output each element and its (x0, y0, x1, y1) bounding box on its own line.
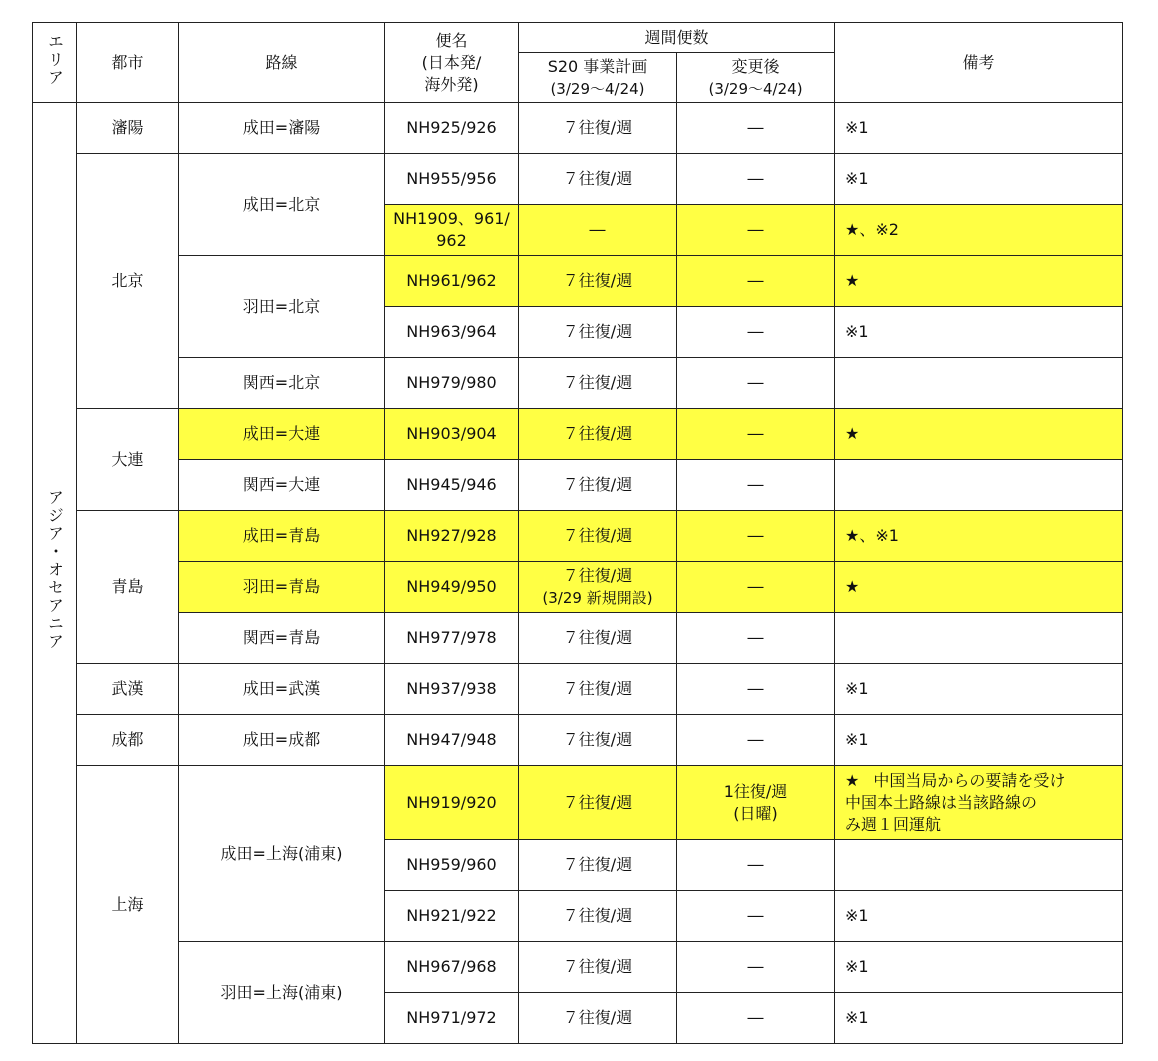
flight-line2: 962 (436, 231, 467, 250)
header-after-line1: 変更後 (731, 56, 780, 76)
table-row (33, 664, 1123, 715)
flight-cell: NH921/922 (385, 891, 519, 942)
header-remarks: 備考 (835, 23, 1123, 103)
after-line1: 1往復/週 (723, 781, 788, 801)
plan-cell: ７往復/週 (519, 511, 677, 562)
note-cell: ★、※2 (835, 205, 1123, 256)
flight-cell: NH927/928 (385, 511, 519, 562)
header-flight-line2: (日本発/ (421, 52, 482, 72)
note-cell (835, 613, 1123, 664)
route-cell: 成田=武漢 (179, 664, 385, 715)
after-cell (677, 766, 835, 840)
flight-cell (385, 205, 519, 256)
note-cell: ★ (835, 562, 1123, 613)
table-row (33, 358, 1123, 409)
note-cell: ※1 (835, 154, 1123, 205)
route-cell: 羽田=北京 (179, 256, 385, 358)
table-row (33, 103, 1123, 154)
plan-cell: ７往復/週 (519, 942, 677, 993)
flight-cell: NH959/960 (385, 840, 519, 891)
note-cell: ※1 (835, 307, 1123, 358)
star-mark: ★ (845, 770, 860, 790)
after-cell: ― (677, 358, 835, 409)
route-cell: 成田=大連 (179, 409, 385, 460)
plan-cell: ７往復/週 (519, 715, 677, 766)
plan-cell: ７往復/週 (519, 664, 677, 715)
plan-cell: ７往復/週 (519, 993, 677, 1044)
city-cell: 大連 (77, 409, 179, 511)
after-cell: ― (677, 154, 835, 205)
header-city: 都市 (77, 23, 179, 103)
after-cell: ― (677, 715, 835, 766)
flight-cell: NH963/964 (385, 307, 519, 358)
after-cell: ― (677, 460, 835, 511)
note-cell: ※1 (835, 715, 1123, 766)
plan-cell: ７往復/週 (519, 613, 677, 664)
note-cell: ※1 (835, 993, 1123, 1044)
after-line2: (日曜) (733, 803, 778, 823)
header-after (677, 53, 835, 103)
table-row (33, 460, 1123, 511)
route-cell: 関西=北京 (179, 358, 385, 409)
flight-cell: NH949/950 (385, 562, 519, 613)
note-line3: み週１回運航 (845, 814, 942, 834)
route-cell: 成田=成都 (179, 715, 385, 766)
after-cell: ― (677, 256, 835, 307)
route-cell: 成田=上海(浦東) (179, 766, 385, 942)
note-cell: ★、※1 (835, 511, 1123, 562)
header-after-line2: (3/29～4/24) (708, 79, 803, 98)
header-flight-line1: 便名 (435, 30, 468, 50)
plan-cell (519, 562, 677, 613)
header-row (33, 23, 1123, 53)
header-flight-line3: 海外発) (424, 74, 479, 94)
flight-cell: NH979/980 (385, 358, 519, 409)
plan-cell: ７往復/週 (519, 103, 677, 154)
after-cell: ― (677, 840, 835, 891)
header-area: エリア (33, 23, 77, 103)
table-row (33, 154, 1123, 205)
table-row (33, 562, 1123, 613)
plan-line2: (3/29 新規開設) (542, 589, 653, 607)
after-cell: ― (677, 891, 835, 942)
note-line1: 中国当局からの要請を受け (873, 770, 1066, 790)
after-cell: ― (677, 942, 835, 993)
header-weekly: 週間便数 (519, 23, 835, 53)
header-route: 路線 (179, 23, 385, 103)
note-cell: ※1 (835, 891, 1123, 942)
after-cell: ― (677, 307, 835, 358)
flight-cell: NH919/920 (385, 766, 519, 840)
table-row (33, 256, 1123, 307)
after-cell: ― (677, 103, 835, 154)
after-cell: ― (677, 511, 835, 562)
flight-schedule-table (32, 22, 1123, 1044)
city-cell: 瀋陽 (77, 103, 179, 154)
city-cell: 成都 (77, 715, 179, 766)
plan-cell: ７往復/週 (519, 358, 677, 409)
flight-cell: NH961/962 (385, 256, 519, 307)
city-cell: 青島 (77, 511, 179, 664)
after-cell: ― (677, 409, 835, 460)
city-cell: 武漢 (77, 664, 179, 715)
plan-cell: ７往復/週 (519, 307, 677, 358)
plan-cell: ７往復/週 (519, 154, 677, 205)
note-cell: ★ (835, 256, 1123, 307)
plan-cell: ７往復/週 (519, 256, 677, 307)
plan-cell: ７往復/週 (519, 460, 677, 511)
header-plan (519, 53, 677, 103)
header-flight (385, 23, 519, 103)
flight-cell: NH937/938 (385, 664, 519, 715)
flight-cell: NH977/978 (385, 613, 519, 664)
flight-cell: NH947/948 (385, 715, 519, 766)
plan-cell: ― (519, 205, 677, 256)
note-line2: 中国本土路線は当該路線の (845, 792, 1038, 812)
note-cell (835, 460, 1123, 511)
after-cell: ― (677, 205, 835, 256)
table-row (33, 715, 1123, 766)
note-cell (835, 840, 1123, 891)
route-cell: 関西=大連 (179, 460, 385, 511)
flight-cell: NH955/956 (385, 154, 519, 205)
note-cell (835, 358, 1123, 409)
note-cell: ※1 (835, 942, 1123, 993)
header-plan-line1: S20 事業計画 (547, 56, 648, 76)
plan-line1: ７往復/週 (562, 566, 633, 585)
table-row (33, 766, 1123, 840)
table-row (33, 409, 1123, 460)
route-cell: 成田=瀋陽 (179, 103, 385, 154)
flight-cell: NH925/926 (385, 103, 519, 154)
table-row (33, 613, 1123, 664)
plan-cell: ７往復/週 (519, 766, 677, 840)
header-plan-line2: (3/29～4/24) (550, 79, 645, 98)
flight-line1: NH1909、961/ (393, 209, 510, 228)
route-cell: 羽田=上海(浦東) (179, 942, 385, 1044)
area-cell: アジア・オセアニア (33, 103, 77, 1044)
route-cell: 関西=青島 (179, 613, 385, 664)
city-cell: 上海 (77, 766, 179, 1044)
flight-cell: NH903/904 (385, 409, 519, 460)
note-cell: ※1 (835, 103, 1123, 154)
plan-cell: ７往復/週 (519, 409, 677, 460)
table-row (33, 942, 1123, 993)
note-cell: ※1 (835, 664, 1123, 715)
route-cell: 成田=北京 (179, 154, 385, 256)
flight-cell: NH967/968 (385, 942, 519, 993)
after-cell: ― (677, 664, 835, 715)
flight-cell: NH971/972 (385, 993, 519, 1044)
after-cell: ― (677, 993, 835, 1044)
plan-cell: ７往復/週 (519, 891, 677, 942)
route-cell: 羽田=青島 (179, 562, 385, 613)
plan-cell: ７往復/週 (519, 840, 677, 891)
note-cell (835, 766, 1123, 840)
route-cell: 成田=青島 (179, 511, 385, 562)
city-cell: 北京 (77, 154, 179, 409)
table-row (33, 511, 1123, 562)
note-cell: ★ (835, 409, 1123, 460)
flight-cell: NH945/946 (385, 460, 519, 511)
after-cell: ― (677, 562, 835, 613)
after-cell: ― (677, 613, 835, 664)
